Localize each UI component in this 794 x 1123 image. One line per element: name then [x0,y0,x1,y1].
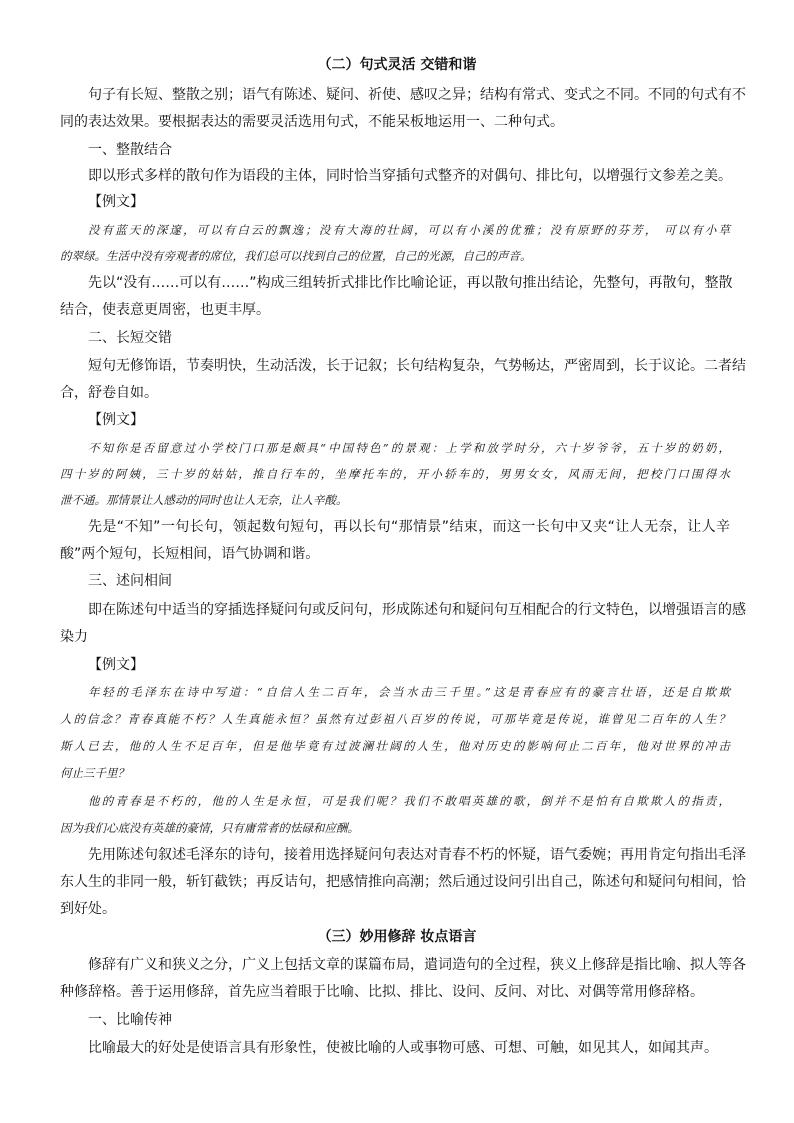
paragraph-statement-question-line-1: 即在陈述句中适当的穿插选择疑问句或反问句，形成陈述句和疑问句互相配合的行文特色，以增强语言的感 [88,602,746,618]
example-3-line-4: 何止三千里？ [60,766,129,780]
example-2-line-1: 不知你是否留意过小学校门口那是颇具“中国特色”的景观：上学和放学时分，六十岁爷爷，五十岁的奶奶， [88,441,730,455]
example-2-line-2: 四十岁的阿姨，三十岁的姑姑，推自行车的，坐摩托车的，开小轿车的，男男女女，风雨无间，把校门口围得水 [60,467,730,481]
example-1-line-1: 没有蓝天的深邃，可以有白云的飘逸；没有大海的壮阔，可以有小溪的优雅；没有原野的芬芳， 可以有小草 [88,223,730,237]
analysis-1-line-2: 结合，使表意更周密，也更丰厚。 [60,302,270,318]
section-title-rhetoric: （三）妙用修辞 妆点语言 [317,929,477,945]
paragraph-statement-question-line-2: 染力 [60,629,88,645]
example-3-line-2: 人的信念？青春真能不朽？人生真能永恒？虽然有过彭祖八百岁的传说，可那毕竟是传说，谁曾见二百年的人生？ [60,712,730,726]
paragraph-metaphor: 比喻最大的好处是使语言具有形象性，使被比喻的人或事物可感、可想、可触，如见其人，如闻其声。 [88,1040,718,1056]
example-1-line-2: 的翠绿。生活中没有旁观者的席位，我们总可以找到自己的位置，自己的光源，自己的声音。 [60,249,532,263]
rhetoric-intro-line-2: 种修辞格。善于运用修辞，首先应当着眼于比喻、比拟、排比、设问、反问、对比、对偶等常用修辞格。 [60,984,704,1000]
analysis-2-line-2: 酸”两个短句，长短相间，语气协调和谐。 [60,546,320,562]
example-3-line-6: 因为我们心底没有英雄的豪情，只有庸常者的怯碌和应酬。 [60,821,359,835]
example-label-2: 【例文】 [88,412,144,428]
example-label-1: 【例文】 [88,194,144,210]
example-3-line-5: 他的青春是不朽的，他的人生是永恒，可是我们呢？我们不敢唱英雄的歌，倒并不是怕有自欺欺人的指责， [88,794,730,808]
analysis-2-line-1: 先是“不知”一句长句，领起数句短句，再以长句“那情景”结束，而这一长句中又夹“让人无奈，让人辛 [88,519,730,535]
heading-metaphor: 一、比喻传神 [88,1012,172,1028]
section-title-sentence-patterns: （二）句式灵活 交错和谐 [317,57,477,73]
paragraph-integrate: 即以形式多样的散句作为语段的主体，同时恰当穿插句式整齐的对偶句、排比句，以增强行文参差之美。 [88,168,732,184]
analysis-3-line-1: 先用陈述句叙述毛泽东的诗句，接着用选择疑问句表达对青春不朽的怀疑，语气委婉；再用肯定句指出毛泽 [88,847,746,863]
analysis-1-line-1: 先以“没有……可以有……”构成三组转折式排比作比喻论证，再以散句推出结论，先整句，再散句，整散 [88,275,733,291]
example-label-3: 【例文】 [88,657,144,673]
heading-long-short: 二、长短交错 [88,330,172,346]
heading-statement-question: 三、述问相间 [88,573,172,589]
example-2-line-3: 泄不通。那情景让人感动的同时也让人无奈，让人辛酸。 [60,493,348,507]
rhetoric-intro-line-1: 修辞有广义和狭义之分，广义上包括文章的谋篇布局，遣词造句的全过程，狭义上修辞是指比喻、拟人等各 [88,957,746,973]
intro-line-2: 同的表达效果。要根据表达的需要灵活选用句式，不能呆板地运用一、二种句式。 [60,114,564,130]
analysis-3-line-2: 东人生的非同一般，斩钉截铁；再反诘句，把感情推向高潮；然后通过设问引出自己，陈述句和疑问句相间，恰 [60,874,746,890]
example-3-line-3: 斯人已去，他的人生不足百年，但是他毕竟有过波澜壮阔的人生，他对历史的影响何止二百年，他对世界的冲击 [60,739,730,753]
paragraph-long-short-line-1: 短句无修饰语，节奏明快，生动活泼，长于记叙；长句结构复杂，气势畅达，严密周到，长于议论。二者结 [88,358,746,374]
analysis-3-line-3: 到好处。 [60,901,116,917]
paragraph-long-short-line-2: 合，舒卷自如。 [60,385,158,401]
heading-integrate: 一、整散结合 [88,142,172,158]
example-3-line-1: 年轻的毛泽东在诗中写道：“自信人生二百年，会当水击三千里。”这是青春应有的豪言壮语，还是自欺欺 [88,685,730,699]
intro-line-1: 句子有长短、整散之别；语气有陈述、疑问、祈使、感叹之异；结构有常式、变式之不同。不同的句式有不 [88,87,746,103]
